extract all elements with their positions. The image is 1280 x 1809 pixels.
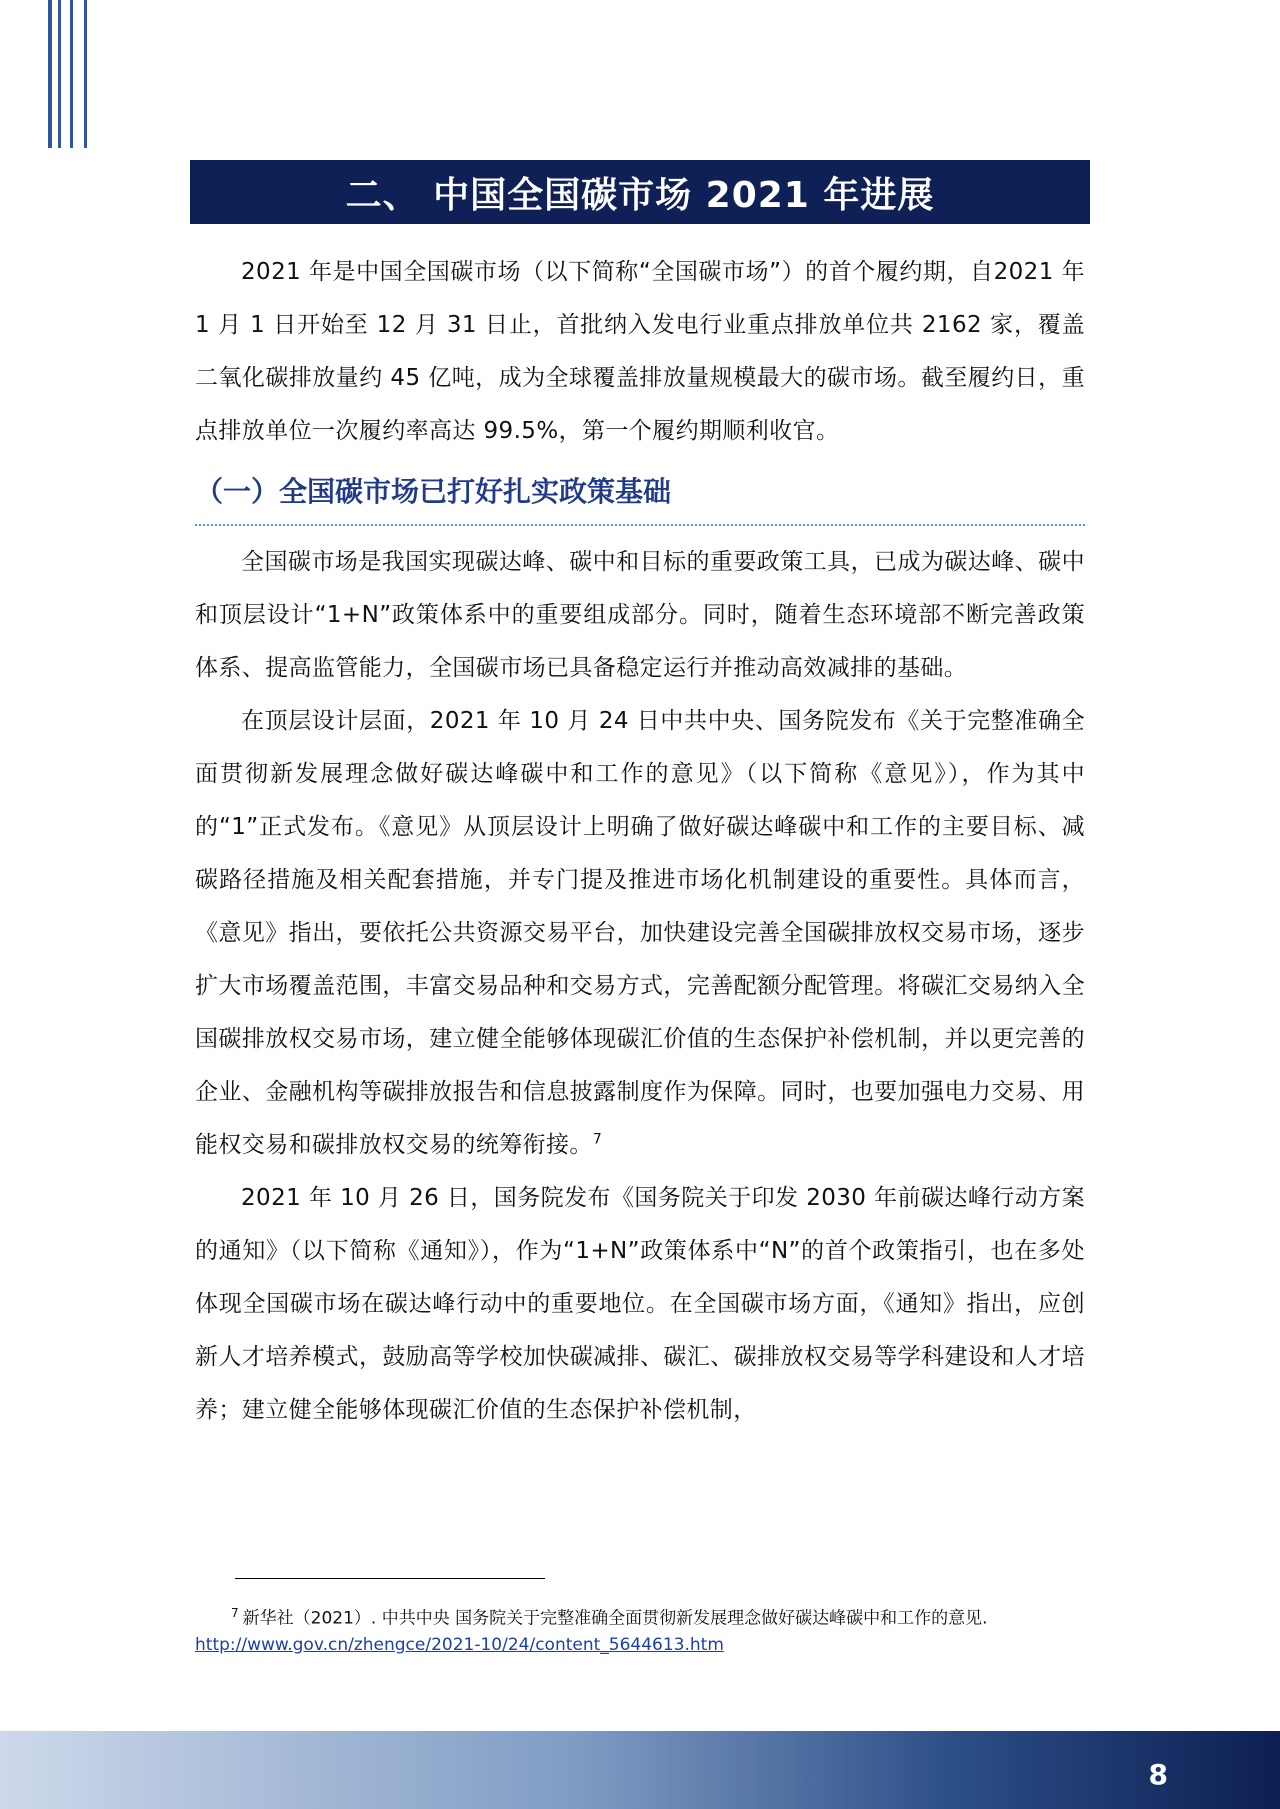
- subsection-divider: [195, 524, 1085, 526]
- footnote-divider: [235, 1578, 545, 1579]
- section-title: 二、 中国全国碳市场 2021 年进展: [345, 174, 935, 216]
- section-title-band: [190, 160, 1090, 224]
- decorative-bar: [70, 0, 73, 148]
- body-content: [195, 246, 1085, 1437]
- decorative-bar: [84, 0, 87, 148]
- decorative-bar: [48, 0, 52, 148]
- paragraph-top-level-design-text: 在顶层设计层面，2021 年 10 月 24 日中共中央、国务院发布《关于完整准确全面贯彻新发展理念做好碳达峰碳中和工作的意见》（以下简称《意见》），作为其中的“1”正式发布。《意见》从顶层设计上明确了做好碳达峰碳中和工作的主要目标、减碳路径措施及相关配套措施，并专门提及推进市场化机制建设的重要性。具体而言，《意见》指出，要依托公共资源交易平台，加快建设完善全国碳排放权交易市场，逐步扩大市场覆盖范围，丰富交易品种和交易方式，完善配额分配管理。将碳汇交易纳入全国碳排放权交易市场，建立健全能够体现碳汇价值的生态保护补偿机制，并以更完善的企业、金融机构等碳排放报告和信息披露制度作为保障。同时，也要加强电力交易、用能权交易和碳排放权交易的统筹衔接。: [195, 708, 1085, 1158]
- footnote-link[interactable]: http://www.gov.cn/zhengce/2021-10/24/content_5644613.htm: [195, 1634, 724, 1655]
- decorative-bar: [58, 0, 61, 148]
- page-number: 8: [1148, 1758, 1168, 1791]
- subsection-title: （一）全国碳市场已打好扎实政策基础: [195, 475, 672, 508]
- footnote-text: 新华社（2021）. 中共中央 国务院关于完整准确全面贯彻新发展理念做好碳达峰碳中和工作的意见.: [242, 1608, 988, 1629]
- paragraph-top-level-design: [195, 695, 1085, 1172]
- paragraph-action-plan: 2021 年 10 月 26 日，国务院发布《国务院关于印发 2030 年前碳达峰行动方案的通知》（以下简称《通知》），作为“1+N”政策体系中“N”的首个政策指引，也在多处体现全国碳市场在碳达峰行动中的重要地位。在全国碳市场方面，《通知》指出，应创新人才培养模式，鼓励高等学校加快碳减排、碳汇、碳排放权交易等学科建设和人才培养；建立健全能够体现碳汇价值的生态保护补偿机制，: [195, 1185, 1085, 1423]
- footnote-reference[interactable]: 7: [592, 1131, 603, 1148]
- footnote-marker: 7: [231, 1606, 239, 1620]
- paragraph-policy-tool: 全国碳市场是我国实现碳达峰、碳中和目标的重要政策工具，已成为碳达峰、碳中和顶层设计“1+N”政策体系中的重要组成部分。同时，随着生态环境部不断完善政策体系、提高监管能力，全国碳市场已具备稳定运行并推动高效减排的基础。: [195, 549, 1085, 681]
- footer-band: [0, 1731, 1280, 1809]
- footnote: [195, 1600, 1085, 1658]
- intro-paragraph: 2021 年是中国全国碳市场（以下简称“全国碳市场”）的首个履约期，自2021 年 1 月 1 日开始至 12 月 31 日止，首批纳入发电行业重点排放单位共 2162 家，覆盖二氧化碳排放量约 45 亿吨，成为全球覆盖排放量规模最大的碳市场。截至履约日，重点排放单位一次履约率高达 99.5%，第一个履约期顺利收官。: [195, 259, 1085, 444]
